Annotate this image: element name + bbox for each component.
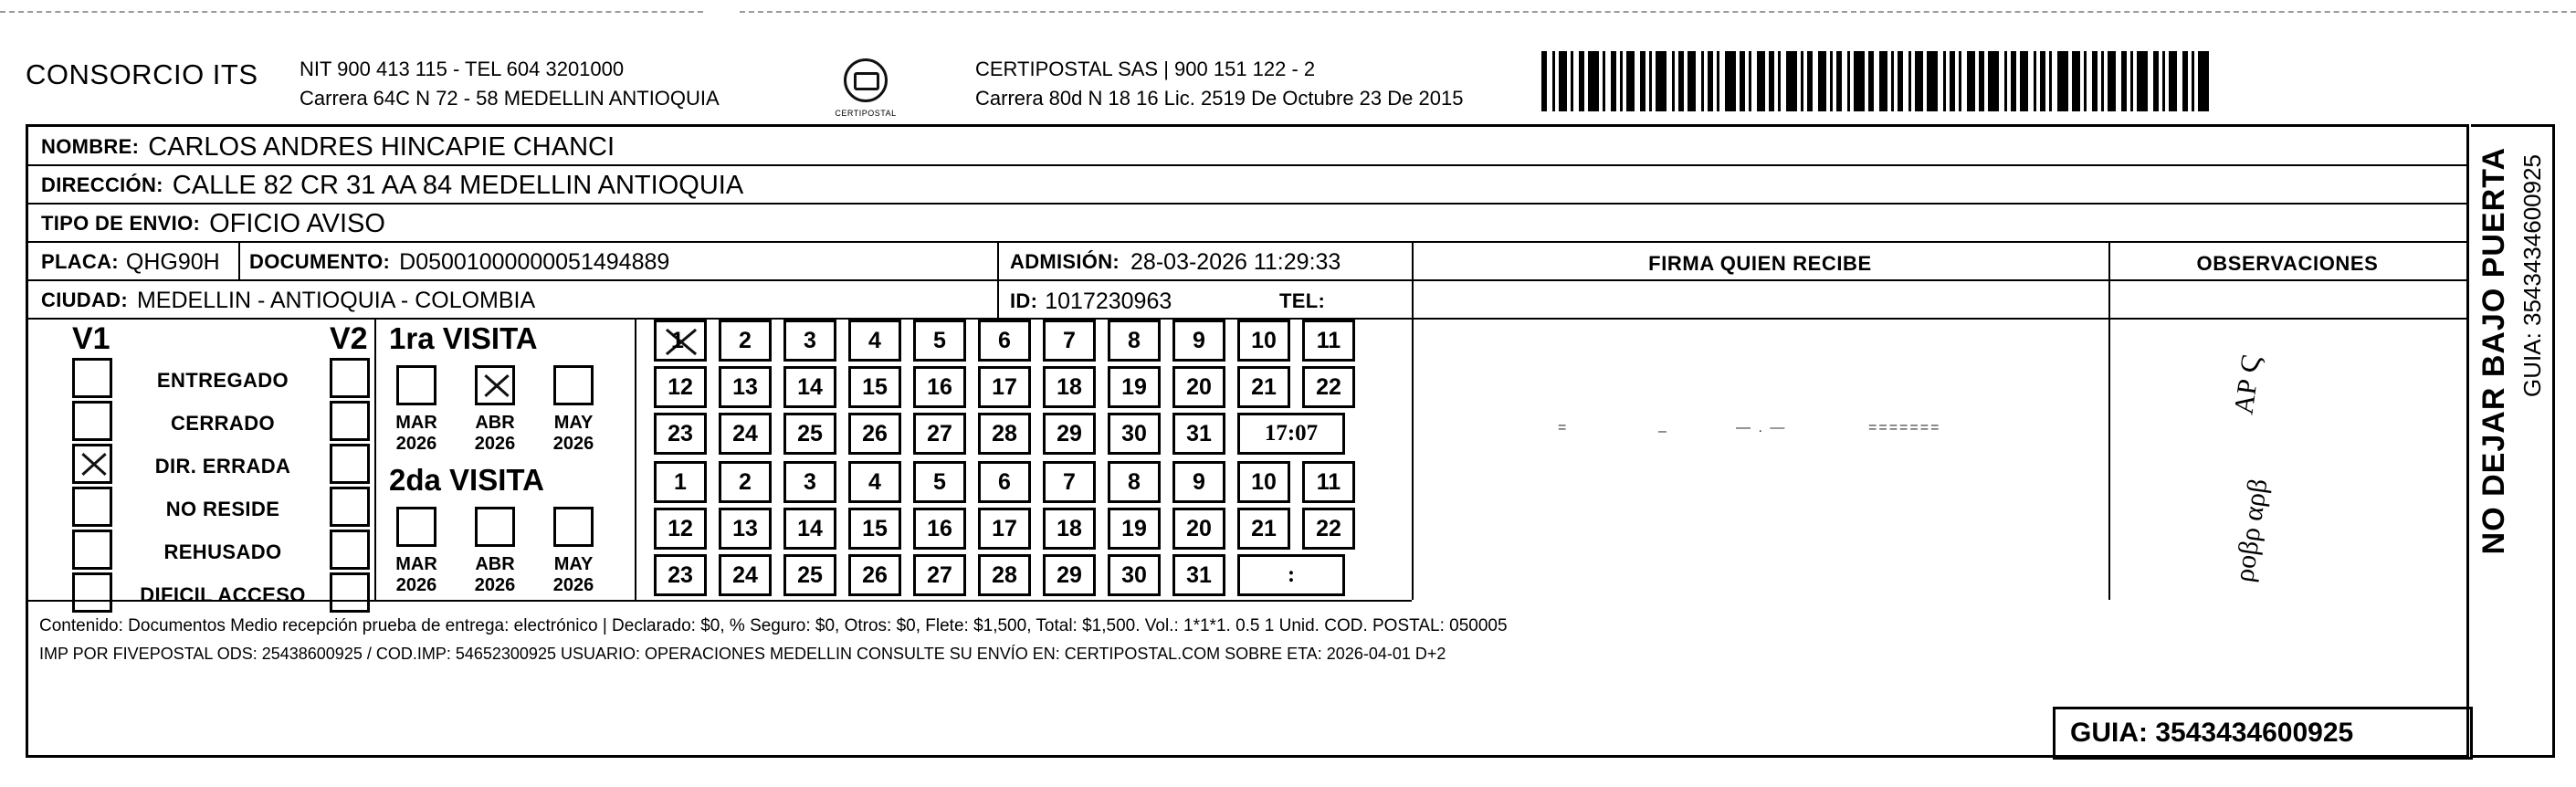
ciudad-label: CIUDAD: <box>41 289 128 311</box>
day-cell-14[interactable]: 14 <box>783 508 836 550</box>
day-cell-2[interactable]: 2 <box>719 461 772 503</box>
tipo-envio-label: TIPO DE ENVIO: <box>41 212 201 235</box>
v2-checkbox-dificil-acceso[interactable] <box>330 572 370 613</box>
handwritten-note: ΑΡ Ϛ <box>2228 352 2267 416</box>
no-dejar-bajo-puerta-notice: NO DEJAR BAJO PUERTA <box>2476 147 2511 555</box>
footer-line-1: Contenido: Documentos Medio recepción prueba de entrega: electrónico | Declarado: $0, % Seguro: $0, Otros: $0, Flete: $1,500, Total: $1,500. Vol.: 1*1*1. 0.5 1 Unid. COD. POSTAL: 050005 <box>39 616 1508 635</box>
nombre-label: NOMBRE: <box>41 135 140 158</box>
day-cell-6[interactable]: 6 <box>978 461 1031 503</box>
day-cell-14[interactable]: 14 <box>783 366 836 408</box>
day-cell-9[interactable]: 9 <box>1172 320 1225 362</box>
v1-checkbox-entregado[interactable] <box>72 358 112 398</box>
month-checkbox-mar[interactable] <box>396 507 436 547</box>
operator-name-line: CERTIPOSTAL SAS | 900 151 122 - 2 <box>975 58 1316 80</box>
day-cell-13[interactable]: 13 <box>719 366 772 408</box>
day-cell-31[interactable]: 31 <box>1172 554 1225 596</box>
status-label: CERRADO <box>170 412 276 435</box>
month-checkbox-may[interactable] <box>553 507 594 547</box>
tipo-envio-value: OFICIO AVISO <box>209 208 385 238</box>
company-name: CONSORCIO ITS <box>26 58 258 90</box>
status-checkbox-block <box>28 318 374 606</box>
v2-checkbox-entregado[interactable] <box>330 358 370 398</box>
v1-checkbox-cerrado[interactable] <box>72 401 112 441</box>
documento-label: DOCUMENTO: <box>249 250 391 273</box>
status-row <box>28 358 374 400</box>
v2-checkbox-cerrado[interactable] <box>330 401 370 441</box>
company-address-line: Carrera 64C N 72 - 58 MEDELLIN ANTIOQUIA <box>300 86 720 110</box>
month-label: ABR 2026 <box>474 554 516 595</box>
v1-header: V1 <box>72 321 110 356</box>
visit-title: 2da VISITA <box>389 463 544 497</box>
day-cell-26[interactable]: 26 <box>848 413 901 455</box>
guia-box: GUIA: 3543434600925 <box>2053 707 2473 760</box>
day-cell-29[interactable]: 29 <box>1043 554 1096 596</box>
direccion-label: DIRECCIÓN: <box>41 173 163 196</box>
day-cell-27[interactable]: 27 <box>913 413 966 455</box>
status-row <box>28 444 374 486</box>
day-cell-22[interactable]: 22 <box>1302 508 1355 550</box>
v1-checkbox-dir-errada[interactable] <box>72 444 112 484</box>
day-cell-17[interactable]: 17 <box>978 366 1031 408</box>
status-label: DIFICIL ACCESO <box>140 583 306 606</box>
signature-mark: – <box>1658 424 1668 439</box>
tel-label: TEL: <box>1279 289 1326 312</box>
day-cell-26[interactable]: 26 <box>848 554 901 596</box>
month-label: ABR 2026 <box>474 413 516 454</box>
day-cell-21[interactable]: 21 <box>1237 366 1290 408</box>
day-cell-18[interactable]: 18 <box>1043 366 1096 408</box>
day-cell-30[interactable]: 30 <box>1108 554 1161 596</box>
status-row <box>28 401 374 443</box>
month-checkbox-may[interactable] <box>553 365 594 405</box>
day-cell-23[interactable]: 23 <box>654 413 707 455</box>
day-cell-6[interactable]: 6 <box>978 320 1031 362</box>
month-label: MAR 2026 <box>395 413 437 454</box>
day-cell-9[interactable]: 9 <box>1172 461 1225 503</box>
document-header <box>26 47 2528 119</box>
v2-checkbox-rehusado[interactable] <box>330 530 370 570</box>
handwritten-note: ροβρ αρβ <box>2229 477 2274 584</box>
certipostal-logo-icon <box>825 58 907 118</box>
perforation-strip <box>0 0 2576 24</box>
company-nit-line: NIT 900 413 115 - TEL 604 3201000 <box>300 58 625 80</box>
visit-block-1 <box>374 318 1412 459</box>
observaciones-header: OBSERVACIONES <box>2196 252 2379 275</box>
day-cell-31[interactable]: 31 <box>1172 413 1225 455</box>
status-label: REHUSADO <box>163 540 282 563</box>
v2-header: V2 <box>330 321 368 356</box>
day-cell-19[interactable]: 19 <box>1108 366 1161 408</box>
month-checkbox-mar[interactable] <box>396 365 436 405</box>
day-cell-28[interactable]: 28 <box>978 413 1031 455</box>
id-value: 1017230963 <box>1045 288 1172 314</box>
month-checkbox-abr[interactable] <box>475 507 515 547</box>
day-cell-29[interactable]: 29 <box>1043 413 1096 455</box>
day-cell-4[interactable]: 4 <box>848 320 901 362</box>
day-cell-16[interactable]: 16 <box>913 508 966 550</box>
visit-block-2 <box>374 459 1412 601</box>
month-checkbox-abr[interactable] <box>475 365 515 405</box>
v1-checkbox-no-reside[interactable] <box>72 487 112 527</box>
company-contact <box>300 55 720 113</box>
v2-checkbox-no-reside[interactable] <box>330 487 370 527</box>
day-cell-30[interactable]: 30 <box>1108 413 1161 455</box>
month-label: MAY 2026 <box>552 554 594 595</box>
day-cell-20[interactable]: 20 <box>1172 508 1225 550</box>
day-cell-25[interactable]: 25 <box>783 413 836 455</box>
documento-value: D05001000000051494889 <box>399 248 670 275</box>
signature-mark: = <box>1558 420 1569 435</box>
day-cell-5[interactable]: 5 <box>913 461 966 503</box>
day-cell-12[interactable]: 12 <box>654 508 707 550</box>
observaciones-section <box>2108 241 2466 600</box>
day-cell-24[interactable]: 24 <box>719 413 772 455</box>
footer-text-block <box>39 609 2048 664</box>
v1-checkbox-rehusado[interactable] <box>72 530 112 570</box>
certipostal-logo-caption: CERTIPOSTAL <box>835 109 897 118</box>
day-cell-27[interactable]: 27 <box>913 554 966 596</box>
day-cell-17[interactable]: 17 <box>978 508 1031 550</box>
day-cell-23[interactable]: 23 <box>654 554 707 596</box>
admision-label: ADMISIÓN: <box>1010 250 1120 273</box>
day-cell-12[interactable]: 12 <box>654 366 707 408</box>
placa-label: PLACA: <box>41 250 119 273</box>
day-cell-1[interactable]: 1 <box>654 461 707 503</box>
operator-info <box>975 55 1463 113</box>
day-cell-8[interactable]: 8 <box>1108 461 1161 503</box>
status-label: DIR. ERRADA <box>154 455 291 477</box>
visit-time-field[interactable]: 17:07 <box>1237 413 1345 455</box>
operator-address-line: Carrera 80d N 18 16 Lic. 2519 De Octubre 23 De 2015 <box>975 86 1464 110</box>
sidebar-guia: GUIA: 3543434600925 <box>2518 154 2546 397</box>
firma-section <box>1412 241 2108 600</box>
day-cell-4[interactable]: 4 <box>848 461 901 503</box>
visit-time-field[interactable]: : <box>1237 554 1345 596</box>
id-label: ID: <box>1010 289 1038 312</box>
day-cell-11[interactable]: 11 <box>1302 461 1355 503</box>
visit-title: 1ra VISITA <box>389 321 538 355</box>
day-cell-7[interactable]: 7 <box>1043 320 1096 362</box>
status-row <box>28 530 374 572</box>
status-label: ENTREGADO <box>156 369 289 392</box>
day-cell-24[interactable]: 24 <box>719 554 772 596</box>
day-cell-10[interactable]: 10 <box>1237 461 1290 503</box>
v1-checkbox-dificil-acceso[interactable] <box>72 572 112 613</box>
v2-checkbox-dir-errada[interactable] <box>330 444 370 484</box>
firma-header: FIRMA QUIEN RECIBE <box>1648 252 1872 275</box>
status-label: NO RESIDE <box>165 498 280 520</box>
day-cell-8[interactable]: 8 <box>1108 320 1161 362</box>
day-cell-18[interactable]: 18 <box>1043 508 1096 550</box>
day-cell-2[interactable]: 2 <box>719 320 772 362</box>
placa-value: QHG90H <box>125 248 220 275</box>
day-cell-7[interactable]: 7 <box>1043 461 1096 503</box>
day-cell-1[interactable]: 1 <box>654 320 707 362</box>
day-cell-25[interactable]: 25 <box>783 554 836 596</box>
day-cell-13[interactable]: 13 <box>719 508 772 550</box>
day-cell-21[interactable]: 21 <box>1237 508 1290 550</box>
ciudad-value: MEDELLIN - ANTIOQUIA - COLOMBIA <box>136 287 536 313</box>
day-cell-20[interactable]: 20 <box>1172 366 1225 408</box>
day-cell-3[interactable]: 3 <box>783 461 836 503</box>
signature-mark: — . — <box>1736 420 1787 435</box>
day-cell-10[interactable]: 10 <box>1237 320 1290 362</box>
month-label: MAR 2026 <box>395 554 437 595</box>
signature-mark: ======= <box>1868 420 1941 435</box>
day-cell-15[interactable]: 15 <box>848 366 901 408</box>
day-cell-28[interactable]: 28 <box>978 554 1031 596</box>
day-cell-5[interactable]: 5 <box>913 320 966 362</box>
day-cell-15[interactable]: 15 <box>848 508 901 550</box>
admision-value: 28-03-2026 11:29:33 <box>1130 248 1341 275</box>
main-form-frame <box>26 124 2469 758</box>
barcode <box>1541 51 2217 111</box>
footer-line-2: IMP POR FIVEPOSTAL ODS: 25438600925 / COD.IMP: 54652300925 USUARIO: OPERACIONES MEDELLIN CONSULTE SU ENVÍO EN: CERTIPOSTAL.COM SOBRE ETA: 2026-04-01 D+2 <box>39 645 1446 663</box>
day-cell-22[interactable]: 22 <box>1302 366 1355 408</box>
month-label: MAY 2026 <box>552 413 594 454</box>
status-row <box>28 487 374 529</box>
nombre-value: CARLOS ANDRES HINCAPIE CHANCI <box>148 131 615 162</box>
day-cell-3[interactable]: 3 <box>783 320 836 362</box>
direccion-value: CALLE 82 CR 31 AA 84 MEDELLIN ANTIOQUIA <box>172 170 744 200</box>
right-sidebar <box>2471 124 2555 758</box>
day-cell-19[interactable]: 19 <box>1108 508 1161 550</box>
day-cell-16[interactable]: 16 <box>913 366 966 408</box>
day-cell-11[interactable]: 11 <box>1302 320 1355 362</box>
